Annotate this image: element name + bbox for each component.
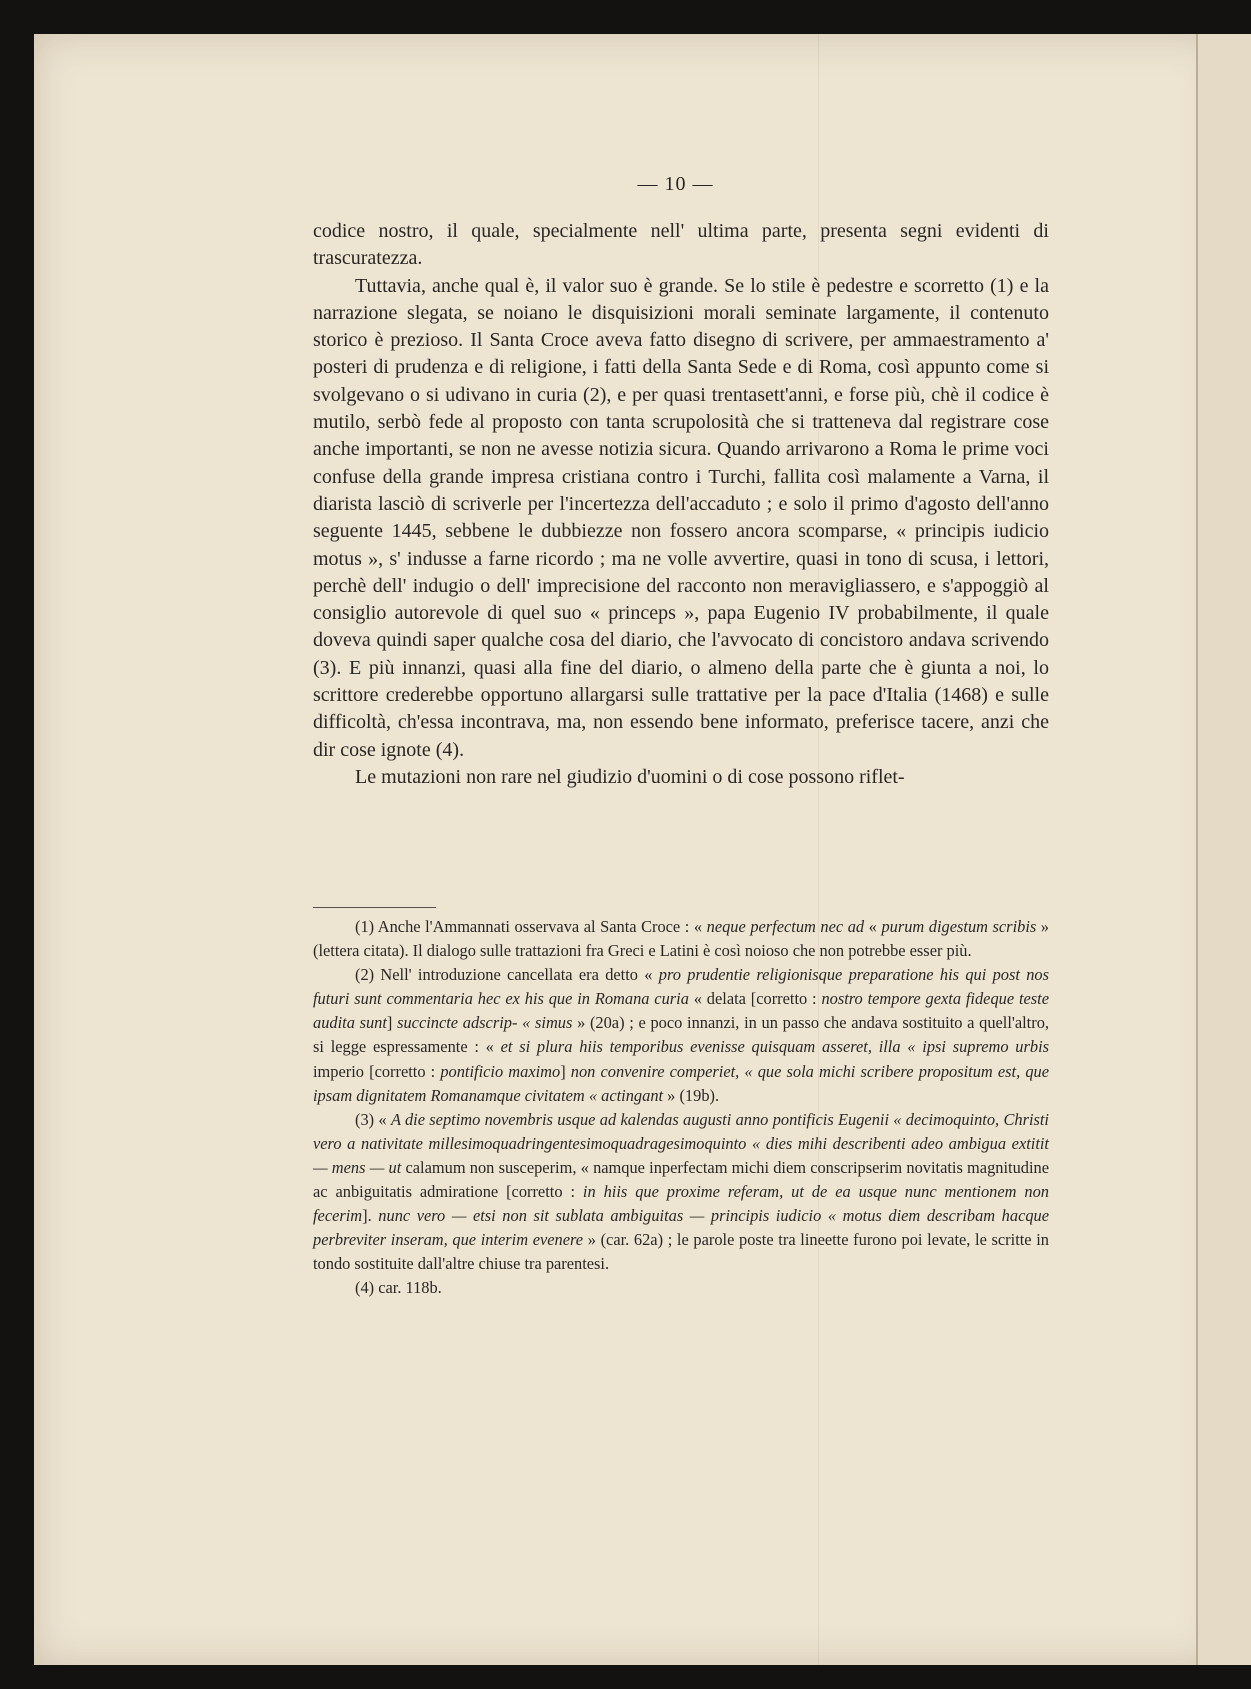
footnote-1: (1) Anche l'Ammannati osservava al Santa Croce : « neque perfectum nec ad « purum digestum scribis » (lettera citata). Il dialogo sulle trattazioni fra Greci e Latini è così noioso che non potrebbe esser più. [313,917,1050,961]
footnote-separator [313,907,436,908]
paragraph-continuation: codice nostro, il quale, specialmente nell' ultima parte, presenta segni evidenti di trascuratezza. [313,220,1049,270]
footnote-2: (2) Nell' introduzione cancellata era detto « pro prudentie religionisque preparatione his qui post nos futuri sunt commentaria hec ex his que in Romana curia « delata [corretto : nostro tempore gexta fideque teste audita sunt] succincte adscrip- « simus » (20a) ; e poco innanzi, in un passo che andava sostituito a quell'altro, si legge espressamente : « et si plura hiis temporibus evenisse quisquam asseret, illa « ipsi supremo urbis imperio [corretto : pontificio maximo] non convenire comperiet, « que sola michi scribere propositum est, que ipsam dignitatem Romanamque civitatem « actingant » (19b). [313,965,1050,1105]
paragraph: Tuttavia, anche qual è, il valor suo è grande. Se lo stile è pedestre e scorretto (1) e la narrazione slegata, se noiano le disquisizioni morali seminate largamente, il contenuto storico è prezioso. Il Santa Croce aveva fatto disegno di scrivere, per ammaestramento a' posteri di prudenza e di religione, i fatti della Santa Sede e di Roma, così appunto come si svolgevano o si udivano in curia (2), e per quasi trentasett'anni, e forse più, chè il codice è mutilo, serbò fede al proposto con tanta scrupolosità che si tratteneva dal registrare cose anche importanti, se non ne avesse notizia sicura. Quando arrivarono a Roma le prime voci confuse della grande impresa cristiana contro i Turchi, fallita così malamente a Varna, il diarista lasciò di scriverle per l'incertezza dell'accaduto ; e solo il primo d'agosto dell'anno seguente 1445, sebbene le dubbiezze non fossero ancora scomparse, « principis iudicio motus », s' indusse a farne ricordo ; ma ne volle avvertire, quasi in tono di scusa, i lettori, perchè dell' indugio o dell' imprecisione del racconto non meravigliassero, e s'appoggiò al consiglio autorevole di quel suo « princeps », papa Eugenio IV probabilmente, il quale doveva quindi saper qualche cosa del diario, che l'avvocato di concistoro andava scrivendo (3). E più innanzi, quasi alla fine del diario, o almeno della parte che è giunta a noi, lo scrittore crederebbe opportuno allargarsi sulle trattative per la pace d'Italia (1468) e sulle difficoltà, ch'essa incontrava, ma, non essendo bene informato, preferisce tacere, anzi che dir cose ignote (4). [313,274,1049,761]
page-number: — 10 — [637,173,714,195]
footnote-4: (4) car. 118b. [355,1278,442,1298]
main-text [313,218,1049,791]
next-page-edge [1196,34,1251,1665]
footnotes [313,915,1049,1301]
paragraph: Le mutazioni non rare nel giudizio d'uomini o di cose possono riflet- [355,765,905,788]
footnote-3: (3) « A die septimo novembris usque ad kalendas augusti anno pontificis Eugenii « decimoquinto, Christi vero a nativitate millesimoquadringentesimoquadragesimoquinto « dies mihi describenti adeo ambigua extitit — mens — ut calamum non susceperim, « namque inperfectam michi diem conscripserim novitatis magnitudine ac anbiguitatis admiratione [corretto : in hiis que proxime referam, ut de ea usque nunc mentionem non fecerim]. nunc vero — etsi non sit sublata ambiguitas — principis iudicio « motus diem describam hacque perbreviter inseram, que interim evenere » (car. 62a) ; le parole poste tra lineette furono poi levate, le scritte in tondo sostituite dall'altre chiuse tra parentesi. [313,1109,1050,1274]
